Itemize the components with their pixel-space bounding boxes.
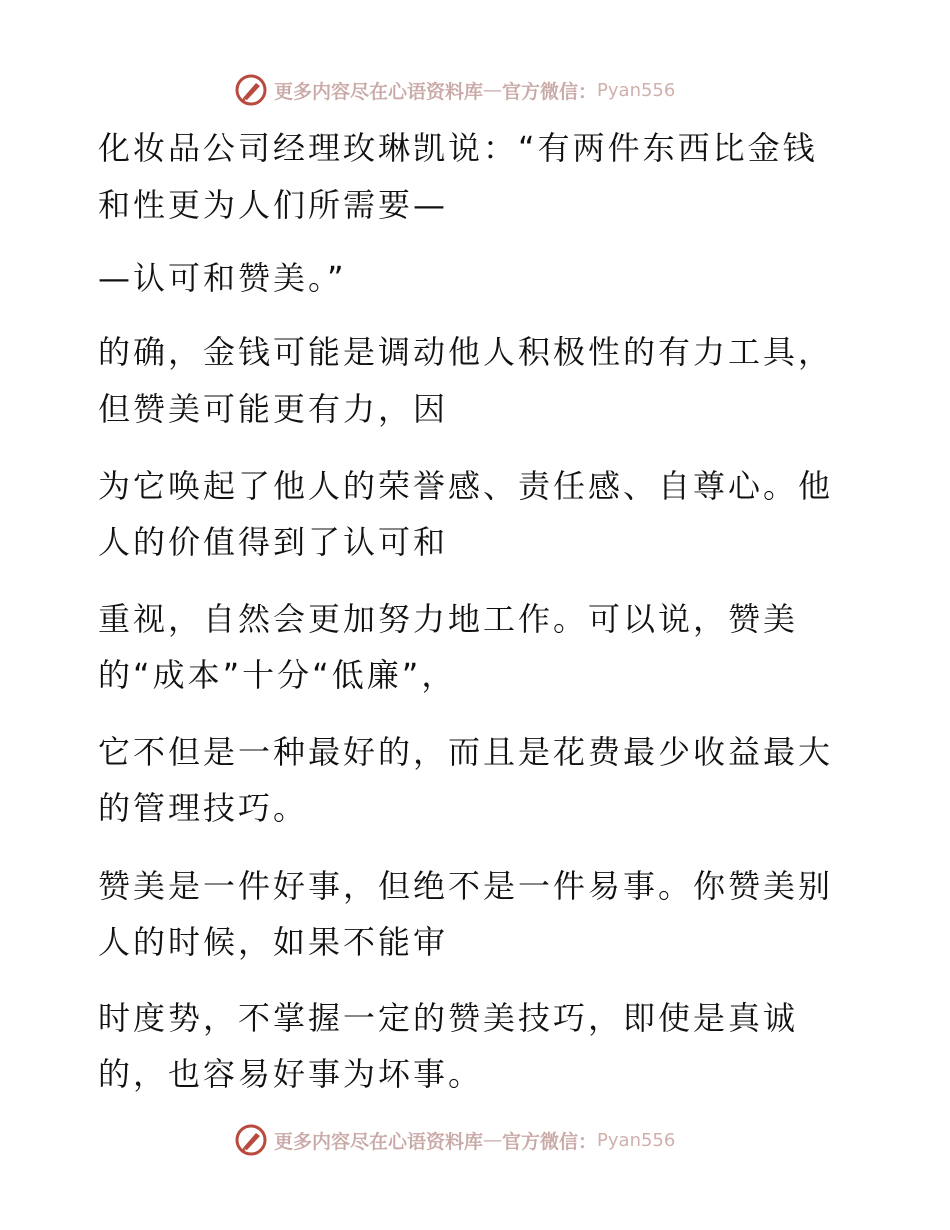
text-line: 人的价值得到了认可和 (98, 523, 449, 561)
header-watermark (234, 72, 675, 108)
footer-watermark (234, 1122, 675, 1158)
watermark-wechat-id: Pyan556 (597, 79, 676, 101)
watermark-official-label: 官方微信： (502, 80, 598, 103)
text-line: 赞美是一件好事，但绝不是一件易事。你赞美别 (98, 867, 834, 905)
watermark-wechat-id: Pyan556 (597, 1129, 676, 1151)
pen-logo-icon (234, 73, 268, 107)
text-line: 时度势，不掌握一定的赞美技巧，即使是真诚 (98, 999, 799, 1037)
text-line: 为它唤起了他人的荣誉感、责任感、自尊心。他 (98, 467, 834, 505)
watermark-official-label: 官方微信： (502, 1130, 598, 1153)
pen-logo-icon (234, 1123, 268, 1157)
text-line: 的确，金钱可能是调动他人积极性的有力工具， (98, 333, 834, 371)
text-line: 的“成本”十分“低廉”， (98, 656, 457, 694)
text-line: 重视，自然会更加努力地工作。可以说，赞美 (98, 600, 799, 638)
watermark-site-text: 更多内容尽在心语资料库 (274, 1130, 484, 1153)
text-line: 但赞美可能更有力，因 (98, 390, 449, 428)
text-line: 和性更为人们所需要— (98, 186, 449, 224)
text-line: 的，也容易好事为坏事。 (98, 1055, 484, 1093)
text-line: 的管理技巧。 (98, 789, 309, 827)
watermark-dash: — (483, 79, 503, 101)
text-line: 它不但是一种最好的，而且是花费最少收益最大 (98, 733, 834, 771)
watermark-dash: — (483, 1129, 503, 1151)
watermark-site-text: 更多内容尽在心语资料库 (274, 80, 484, 103)
text-line: 人的时候，如果不能审 (98, 923, 449, 961)
text-line: —认可和赞美。” (98, 259, 347, 297)
text-line: 化妆品公司经理玫琳凯说：“有两件东西比金钱 (98, 129, 818, 167)
